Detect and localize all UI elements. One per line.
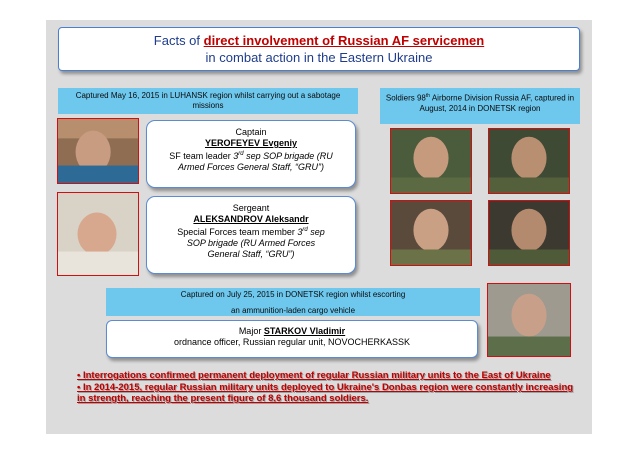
title-line-2: in combat action in the Eastern Ukraine xyxy=(205,50,433,65)
major-photo-image xyxy=(488,284,570,356)
title-highlight: direct involvement of Russian AF servicemen xyxy=(203,33,485,48)
soldier-photo-4-image xyxy=(489,201,569,265)
sergeant-photo xyxy=(57,192,139,276)
captain-card xyxy=(146,120,356,188)
major-photo xyxy=(487,283,571,357)
bullet-item: • In 2014-2015, regular Russian military units deployed to Ukraine's Donbas region were constantly increasing in strength, reaching the present figure of 8,6 thousand soldiers. xyxy=(77,382,574,404)
bullet-list xyxy=(77,370,577,405)
title-line-1: Facts of direct involvement of Russian AF servicemen xyxy=(153,33,485,48)
captain-rank: Captain xyxy=(235,127,267,137)
captain-photo xyxy=(57,118,139,184)
sergeant-card xyxy=(146,196,356,274)
donetsk-caption: Soldiers 98th Airborne Division Russia AF, captured in August, 2014 in DONETSK region xyxy=(380,88,580,124)
soldier-photo-3-image xyxy=(391,201,471,265)
sergeant-photo-image xyxy=(58,193,138,275)
major-role: ordnance officer, Russian regular unit, NOVOCHERKASSK xyxy=(174,337,410,347)
soldier-photo-1-image xyxy=(391,129,471,193)
bullet-item: • Interrogations confirmed permanent deployment of regular Russian military units to the East of Ukraine xyxy=(77,370,551,381)
major-title: Major STARKOV Vladimir xyxy=(238,326,346,336)
sergeant-role-line-3: General Staff, “GRU”) xyxy=(207,249,295,259)
soldier-photo-3 xyxy=(390,200,472,266)
luhansk-caption: Captured May 16, 2015 in LUHANSK region whilst carrying out a sabotage missions xyxy=(58,88,358,114)
sergeant-role: Special Forces team member 3rd sep xyxy=(177,227,325,237)
captain-photo-image xyxy=(58,119,138,183)
title-box xyxy=(58,27,580,71)
escort-caption: Captured on July 25, 2015 in DONETSK region whilst escorting an ammunition-laden cargo vehicle xyxy=(106,288,480,316)
captain-name: YEROFEYEV Evgeniy xyxy=(204,138,298,148)
major-card xyxy=(106,320,478,358)
sergeant-name: ALEKSANDROV Aleksandr xyxy=(193,214,309,224)
soldier-photo-4 xyxy=(488,200,570,266)
sergeant-rank: Sergeant xyxy=(232,203,270,213)
soldier-photo-2 xyxy=(488,128,570,194)
soldier-photo-2-image xyxy=(489,129,569,193)
captain-role: SF team leader 3rd sep SOP brigade (RU xyxy=(169,151,333,161)
captain-role-line-2: Armed Forces General Staff, “GRU”) xyxy=(177,162,325,172)
soldier-photo-1 xyxy=(390,128,472,194)
sergeant-role-line-2: SOP brigade (RU Armed Forces xyxy=(186,238,316,248)
